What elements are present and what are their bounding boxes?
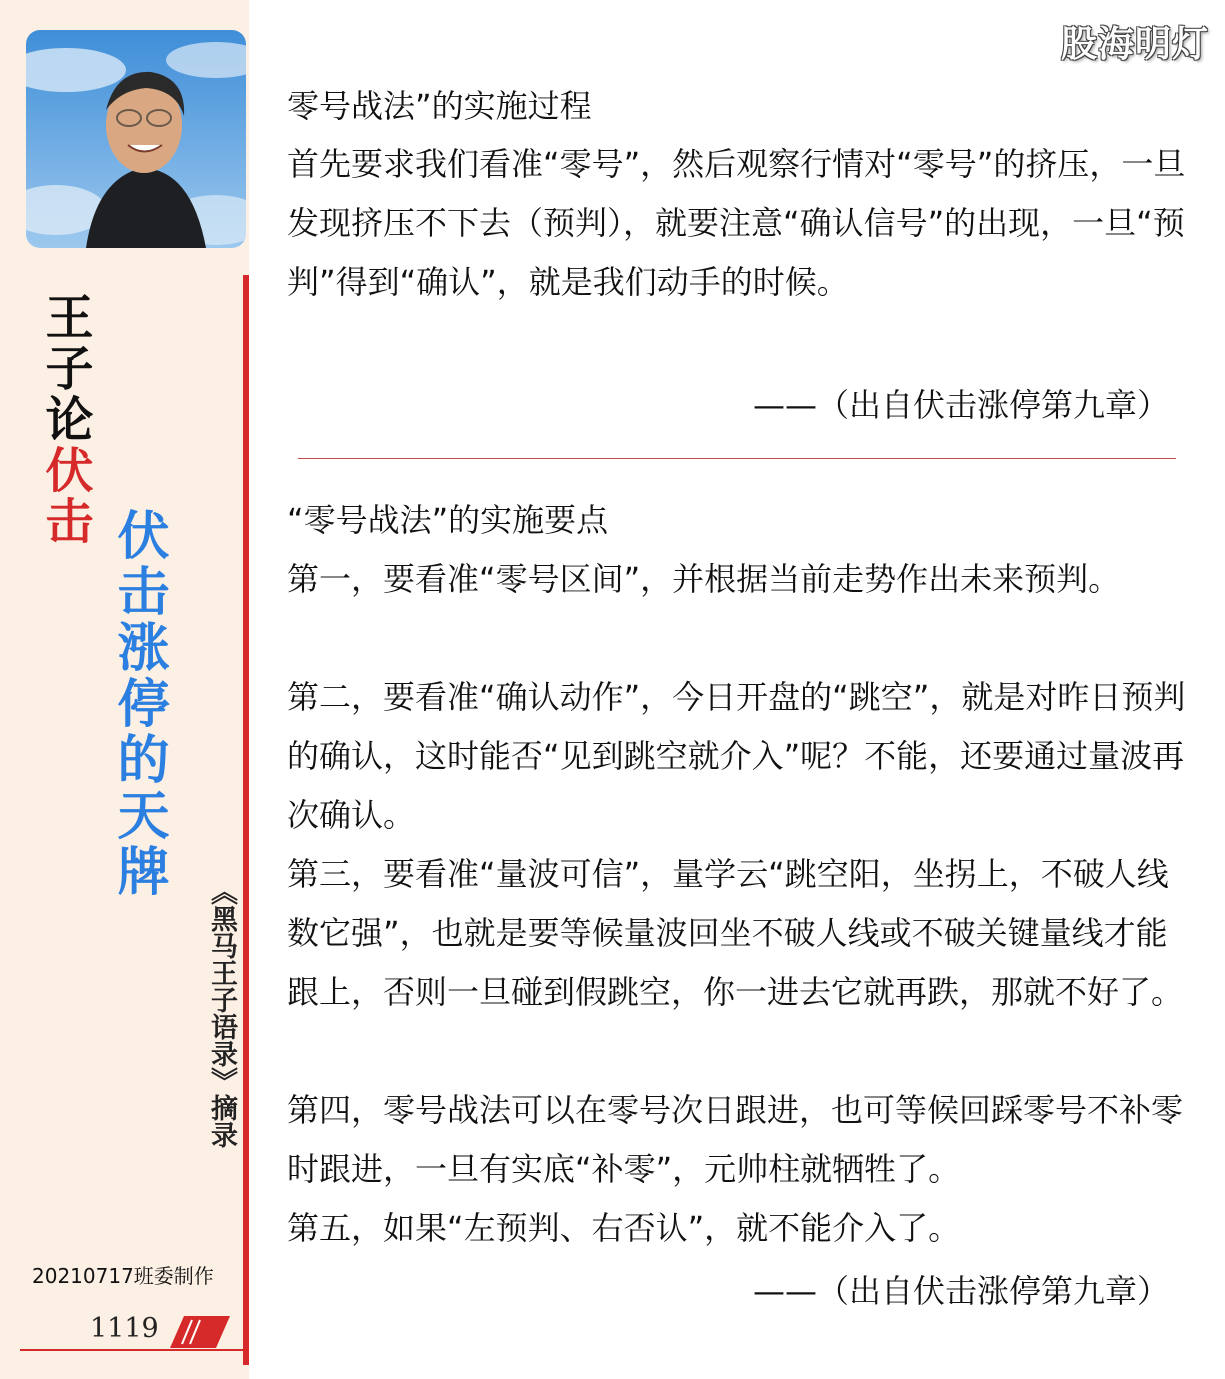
sidebar-main-title [37, 292, 93, 547]
section1-heading: 零号战法”的实施过程 [287, 87, 592, 125]
section2-point-1: 第一，要看准“零号区间”，并根据当前走势作出未来预判。 [287, 560, 1121, 598]
title-part-red: 伏击 [37, 445, 93, 547]
section2-point-3: 第三，要看准“量波可信”，量学云“跳空阳，坐拐上，不破人线数它强”，也就是要等候量波回坐不破人线或不破关键量线才能跟上，否则一旦碰到假跳空，你一进去它就再跌，那就不好了。 [287, 855, 1184, 1011]
section1-body: 首先要求我们看准“零号”，然后观察行情对“零号”的挤压，一旦发现挤压不下去（预判），就要注意“确认信号”的出现，一旦“预判”得到“确认”，就是我们动手的时候。 [287, 145, 1186, 301]
watermark-logo: 股海明灯 [1060, 24, 1209, 65]
maker-credit: 20210717班委制作 [32, 1264, 214, 1288]
sidebar-red-border [243, 275, 249, 1365]
section2-source [753, 1266, 1169, 1312]
section1-source [753, 380, 1169, 426]
source-note: 《黑马王子语录》摘录 [206, 878, 237, 1148]
page-number: 1119 [90, 1313, 159, 1344]
sidebar-subtitle: 伏击涨停的天牌 [108, 508, 169, 900]
bottom-rule [20, 1349, 245, 1351]
section1-source-text: ——（出自伏击涨停第九章） [752, 386, 1169, 424]
section2-point-5: 第五，如果“左预判、右否认”，就不能介入了。 [287, 1209, 961, 1247]
author-portrait-image [26, 30, 246, 248]
section2-point-2: 第二，要看准“确认动作”，今日开盘的“跳空”，就是对昨日预判的确认，这时能否“见到跳空就介入”呢？不能，还要通过量波再次确认。 [287, 678, 1186, 834]
author-photo [26, 30, 246, 248]
section-divider [298, 458, 1176, 459]
slash-mark-icon [170, 1316, 230, 1348]
section2-heading: “零号战法”的实施要点 [287, 501, 609, 539]
section2-point-4: 第四，零号战法可以在零号次日跟进，也可等候回踩零号不补零时跟进，一旦有实底“补零”，元帅柱就牺牲了。 [287, 1091, 1184, 1188]
title-part-black: 王子论 [37, 292, 93, 445]
section2-source-text: ——（出自伏击涨停第九章） [752, 1272, 1169, 1310]
